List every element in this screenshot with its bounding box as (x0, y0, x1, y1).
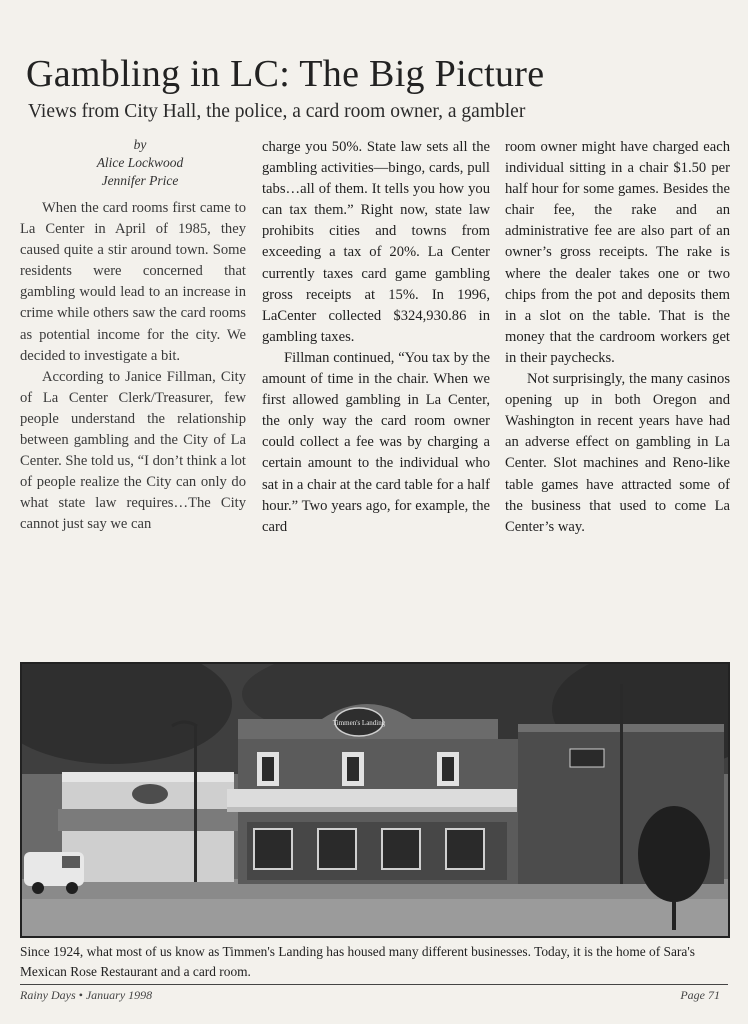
sign-text: Timmen's Landing (332, 719, 386, 727)
column-2 (262, 137, 490, 538)
paragraph: Fillman continued, “You tax by the amount of time in the chair. When we first allowed gambling in La Center, the only way the card room owner could collect a fee was by charging a certain amount to the individual who sat in a chair at the card table for a half hour.” Two years ago, for example, the card (262, 349, 490, 535)
article-title: Gambling in LC: The Big Picture (26, 53, 545, 95)
paragraph: charge you 50%. State law sets all the gambling activities—bingo, cards, pull tabs…all of them. It tells you how you can tax them.” Right now, state law prohibits cities and towns from exceeding a tax of 20%. La Center currently taxes card game gambling gross receipts at 15%. In 1996, LaCenter collected $324,930.86 in gambling taxes. (262, 139, 490, 345)
paragraph: When the card rooms first came to La Center in April of 1985, they caused quite a stir around town. Some residents were concerned that gambling would lead to an increase in crime while others saw the card rooms as potential income for the city. We decided to investigate a bit. (20, 200, 246, 364)
byline-author: Jennifer Price (101, 173, 179, 188)
footer-divider (20, 984, 728, 985)
byline (40, 136, 240, 190)
paragraph: room owner might have charged each individual sitting in a chair $1.50 per half hour for some games. Besides the chair fee, the rake and an administrative fee are also part of an owner’s gross receipts. The rake is where the dealer takes one or two chips from the pot and deposits them in a slot on the table. That is the money that the cardroom workers get in their paychecks. (505, 139, 730, 366)
article-subtitle: Views from City Hall, the police, a card room owner, a gambler (28, 101, 526, 122)
building-illustration (22, 664, 728, 936)
page-number: Page 71 (680, 988, 720, 1002)
photo-caption: Since 1924, what most of us know as Timmen's Landing has housed many different businesses. Today, it is the home of Sara's Mexican Rose Restaurant and a card room. (20, 944, 695, 979)
column-1 (20, 136, 246, 536)
byline-by: by (133, 137, 147, 152)
byline-author: Alice Lockwood (96, 155, 184, 170)
column-1-body (20, 198, 246, 536)
column-3 (505, 137, 730, 538)
paragraph: According to Janice Fillman, City of La Center Clerk/Treasurer, few people understand the relationship between gambling and the City of La Center. She told us, “I don’t think a lot of people realize the City can only do what state law requires…The City cannot just say we can (20, 368, 246, 533)
timmens-landing-photo (20, 662, 730, 938)
footer-publication: Rainy Days • January 1998 (20, 988, 153, 1002)
paragraph: Not surprisingly, the many casinos opening up in both Oregon and Washington in recent years have had an adverse effect on gambling in La Center. Slot machines and Reno-like table games have attracted some of the business that used to come La Center’s way. (505, 371, 730, 535)
